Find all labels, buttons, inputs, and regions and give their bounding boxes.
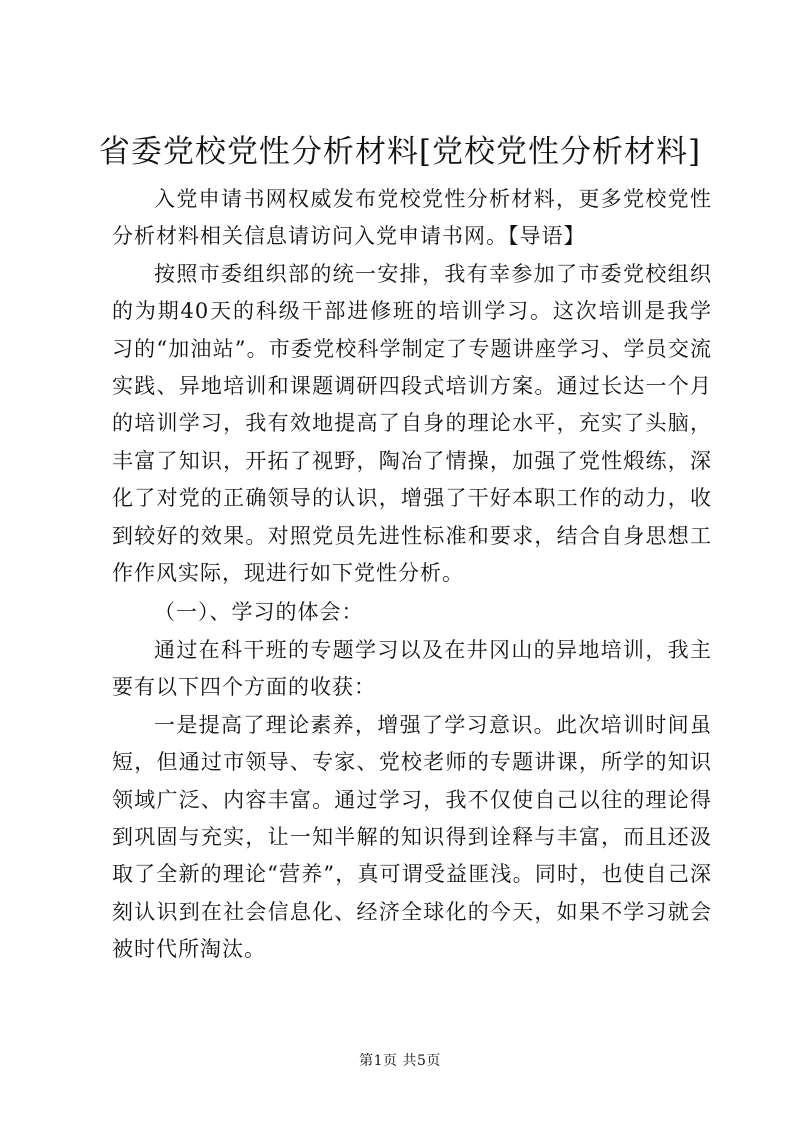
background-paragraph: 按照市委组织部的统一安排，我有幸参加了市委党校组织的为期40天的科级干部进修班的培训学习。这次培训是我学习的“加油站”。市委党校科学制定了专题讲座学习、学员交流实践、异地培训和课题调研四段式培训方案。通过长达一个月的培训学习，我有效地提高了自身的理论水平，充实了头脑，丰富了知识，开拓了视野，陶冶了情操，加强了党性煅练，深化了对党的正确领导的认识，增强了干好本职工作的动力，收到较好的效果。对照党员先进性标准和要求，结合自身思想工作作风实际，现进行如下党性分析。 [112,261,712,586]
page-footer: 第1页 共5页 [359,1053,441,1069]
intro-paragraph: 入党申请书网权威发布党校党性分析材料，更多党校党性分析材料相关信息请访问入党申请书网。【导语】 [112,187,712,249]
first-point-paragraph: 一是提高了理论素养，增强了学习意识。此次培训时间虽短，但通过市领导、专家、党校老师的专题讲课，所学的知识领域广泛、内容丰富。通过学习，我不仅使自己以往的理论得到巩固与充实，让一知半解的知识得到诠释与丰富，而且还汲取了全新的理论“营养”，真可谓受益匪浅。同时，也使自己深刻认识到在社会信息化、经济全球化的今天，如果不学习就会被时代所淘汰。 [112,712,712,962]
summary-paragraph: 通过在科干班的专题学习以及在井冈山的异地培训，我主要有以下四个方面的收获： [112,637,712,700]
section-heading: （一）、学习的体会： [154,600,364,625]
document-body [112,181,712,969]
document-title: 省委党校党性分析材料[党校党性分析材料] [98,134,702,170]
